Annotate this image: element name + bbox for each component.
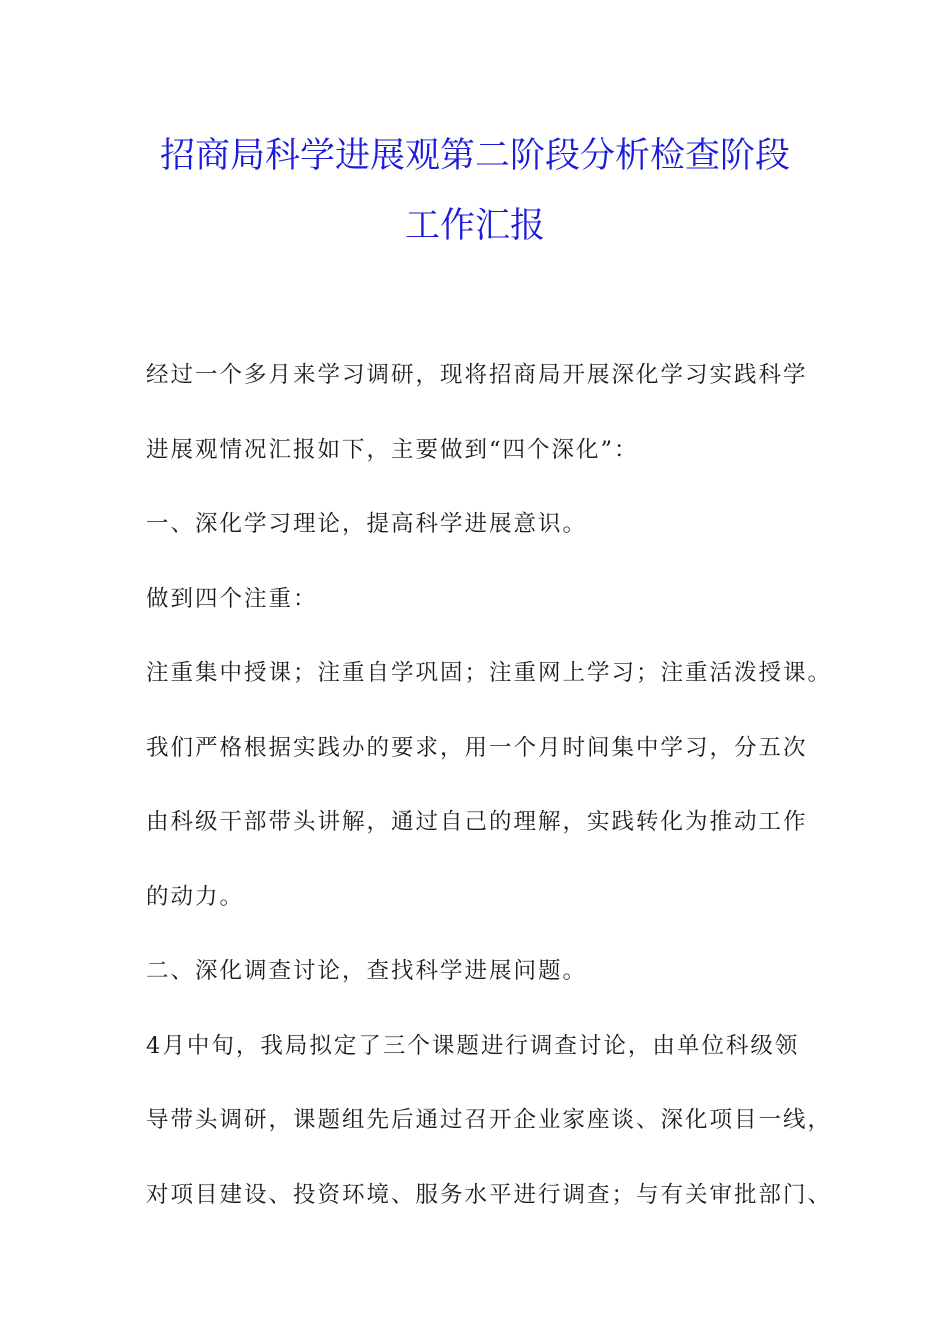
document-title-line-2: 工作汇报	[404, 206, 545, 246]
body-line: 对项目建设、投资环境、服务水平进行调查；与有关审批部门、	[146, 1181, 833, 1208]
body-line: 由科级干部带头讲解，通过自己的理解，实践转化为推动工作	[146, 809, 808, 835]
body-line: 注重集中授课；注重自学巩固；注重网上学习；注重活泼授课。	[146, 660, 833, 686]
body-line: 做到四个注重：	[146, 585, 318, 612]
document-body	[146, 338, 833, 1232]
body-line: 进展观情况汇报如下，主要做到“四个深化”：	[146, 436, 639, 463]
document-title-line-1: 招商局科学进展观第二阶段分析检查阶段	[159, 136, 790, 176]
body-line: 4月中旬，我局拟定了三个课题进行调查讨论，由单位科级领	[146, 1032, 800, 1059]
body-line: 导带头调研，课题组先后通过召开企业家座谈、深化项目一线，	[146, 1107, 833, 1133]
body-line: 我们严格根据实践办的要求，用一个月时间集中学习，分五次	[146, 734, 808, 761]
body-line: 经过一个多月来学习调研，现将招商局开展深化学习实践科学	[146, 362, 808, 388]
body-line: 一、深化学习理论，提高科学进展意识。	[146, 511, 588, 537]
body-line: 二、深化调查讨论，查找科学进展问题。	[146, 958, 588, 984]
body-line: 的动力。	[146, 883, 245, 910]
